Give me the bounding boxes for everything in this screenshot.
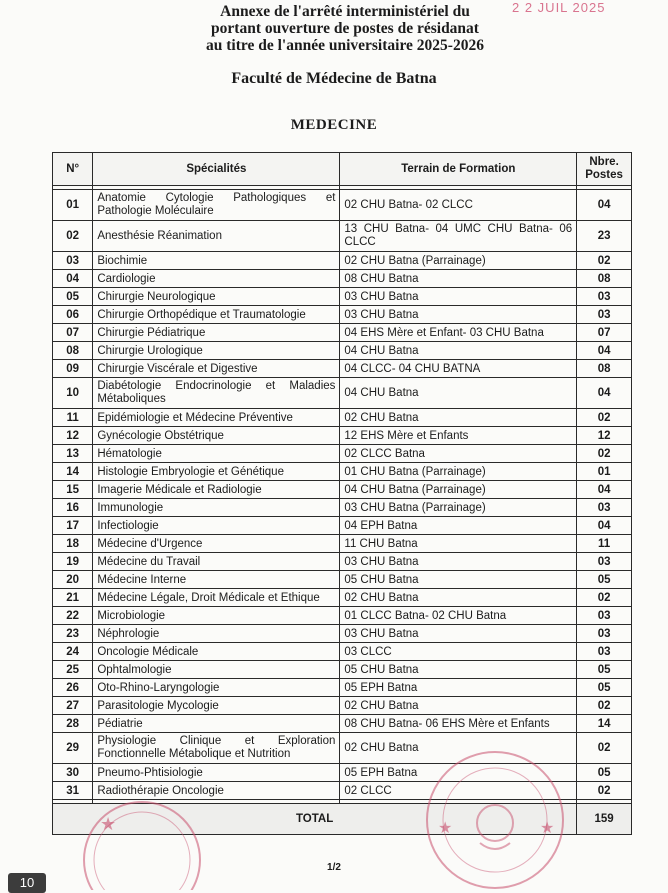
row-posts: 08 (577, 360, 632, 378)
row-specialty: Médecine Légale, Droit Médicale et Ethique (93, 589, 340, 607)
row-posts: 04 (577, 342, 632, 360)
image-counter-badge: 10 (8, 873, 46, 893)
row-number: 02 (53, 221, 93, 252)
table-row (53, 288, 632, 306)
row-specialty: Chirurgie Pédiatrique (93, 324, 340, 342)
table-row (53, 697, 632, 715)
row-number: 19 (53, 553, 93, 571)
table-row (53, 589, 632, 607)
row-number: 16 (53, 499, 93, 517)
row-specialty: Chirurgie Viscérale et Digestive (93, 360, 340, 378)
row-terrain: 03 CHU Batna (340, 553, 577, 571)
table-row (53, 571, 632, 589)
table-row (53, 252, 632, 270)
row-specialty: Gynécologie Obstétrique (93, 427, 340, 445)
row-terrain: 04 CHU Batna (340, 342, 577, 360)
header-line-1: Annexe de l'arrêté interministériel du (220, 3, 470, 20)
row-number: 29 (53, 733, 93, 764)
svg-text:★: ★ (100, 814, 117, 835)
row-specialty: Chirurgie Urologique (93, 342, 340, 360)
row-posts: 02 (577, 589, 632, 607)
row-posts: 02 (577, 409, 632, 427)
row-terrain: 04 CLCC- 04 CHU BATNA (340, 360, 577, 378)
row-number: 17 (53, 517, 93, 535)
row-posts: 02 (577, 445, 632, 463)
row-number: 05 (53, 288, 93, 306)
row-posts: 02 (577, 782, 632, 800)
row-posts: 02 (577, 252, 632, 270)
row-terrain: 02 CHU Batna (340, 697, 577, 715)
row-terrain: 04 EHS Mère et Enfant- 03 CHU Batna (340, 324, 577, 342)
table-row (53, 661, 632, 679)
row-posts: 04 (577, 190, 632, 221)
table-row (53, 463, 632, 481)
table-row (53, 378, 632, 409)
row-specialty: Pédiatrie (93, 715, 340, 733)
row-number: 04 (53, 270, 93, 288)
row-posts: 05 (577, 661, 632, 679)
total-row (53, 804, 632, 835)
row-number: 24 (53, 643, 93, 661)
table-row (53, 679, 632, 697)
row-number: 26 (53, 679, 93, 697)
row-specialty: Infectiologie (93, 517, 340, 535)
table-row (53, 499, 632, 517)
row-specialty: Histologie Embryologie et Génétique (93, 463, 340, 481)
table-row (53, 427, 632, 445)
row-specialty: Ophtalmologie (93, 661, 340, 679)
table-body (53, 186, 632, 800)
col-header-num: N° (53, 153, 93, 186)
row-number: 18 (53, 535, 93, 553)
date-stamp: 2 2 JUIL 2025 (512, 0, 606, 15)
row-terrain: 03 CHU Batna (340, 625, 577, 643)
row-specialty: Immunologie (93, 499, 340, 517)
row-posts: 14 (577, 715, 632, 733)
table-row (53, 553, 632, 571)
row-number: 03 (53, 252, 93, 270)
row-posts: 02 (577, 697, 632, 715)
row-posts: 04 (577, 481, 632, 499)
table-row (53, 306, 632, 324)
total-label: TOTAL (53, 804, 577, 835)
table-row (53, 409, 632, 427)
row-terrain: 04 CHU Batna (Parrainage) (340, 481, 577, 499)
row-posts: 03 (577, 288, 632, 306)
row-number: 22 (53, 607, 93, 625)
row-terrain: 05 CHU Batna (340, 571, 577, 589)
posts-table (52, 152, 632, 835)
table-row (53, 360, 632, 378)
row-posts: 03 (577, 306, 632, 324)
row-number: 28 (53, 715, 93, 733)
row-posts: 03 (577, 499, 632, 517)
row-terrain: 05 CHU Batna (340, 661, 577, 679)
col-header-nbre (577, 153, 632, 186)
row-posts: 03 (577, 643, 632, 661)
row-specialty: Médecine d'Urgence (93, 535, 340, 553)
row-posts: 23 (577, 221, 632, 252)
row-specialty: Oto-Rhino-Laryngologie (93, 679, 340, 697)
row-terrain: 02 CHU Batna- 02 CLCC (340, 190, 577, 221)
row-specialty: Hématologie (93, 445, 340, 463)
row-number: 10 (53, 378, 93, 409)
row-terrain: 05 EPH Batna (340, 679, 577, 697)
row-specialty: Cardiologie (93, 270, 340, 288)
row-posts: 05 (577, 679, 632, 697)
table-row (53, 221, 632, 252)
table-header-row (53, 153, 632, 186)
col-header-spec: Spécialités (93, 153, 340, 186)
row-terrain: 03 CHU Batna (Parrainage) (340, 499, 577, 517)
row-terrain: 02 CHU Batna (Parrainage) (340, 252, 577, 270)
row-posts: 05 (577, 764, 632, 782)
row-posts: 04 (577, 378, 632, 409)
row-posts: 05 (577, 571, 632, 589)
svg-text:★: ★ (540, 818, 555, 837)
row-terrain: 12 EHS Mère et Enfants (340, 427, 577, 445)
table-row (53, 445, 632, 463)
col-header-nbre-line2: Postes (585, 169, 623, 181)
svg-text:★: ★ (438, 818, 453, 837)
row-number: 23 (53, 625, 93, 643)
row-number: 20 (53, 571, 93, 589)
row-terrain: 08 CHU Batna- 06 EHS Mère et Enfants (340, 715, 577, 733)
row-number: 08 (53, 342, 93, 360)
row-number: 13 (53, 445, 93, 463)
row-terrain: 02 CLCC Batna (340, 445, 577, 463)
row-specialty: Epidémiologie et Médecine Préventive (93, 409, 340, 427)
row-specialty: Néphrologie (93, 625, 340, 643)
row-specialty: Médecine du Travail (93, 553, 340, 571)
row-posts: 11 (577, 535, 632, 553)
row-specialty: Diabétologie Endocrinologie et Maladies Métaboliques (93, 378, 340, 409)
row-terrain: 01 CLCC Batna- 02 CHU Batna (340, 607, 577, 625)
table-row (53, 481, 632, 499)
page-number: 1/2 (327, 862, 341, 873)
section-title: MEDECINE (290, 117, 378, 133)
table-row (53, 535, 632, 553)
row-terrain: 03 CLCC (340, 643, 577, 661)
row-specialty: Parasitologie Mycologie (93, 697, 340, 715)
row-terrain: 13 CHU Batna- 04 UMC CHU Batna- 06 CLCC (340, 221, 577, 252)
row-number: 07 (53, 324, 93, 342)
table-row (53, 625, 632, 643)
row-terrain: 02 CLCC (340, 782, 577, 800)
row-terrain: 02 CHU Batna (340, 733, 577, 764)
table-row (53, 342, 632, 360)
row-specialty: Oncologie Médicale (93, 643, 340, 661)
row-specialty: Imagerie Médicale et Radiologie (93, 481, 340, 499)
table-row (53, 190, 632, 221)
table-row (53, 324, 632, 342)
faculty-title: Faculté de Médecine de Batna (231, 70, 437, 87)
row-number: 01 (53, 190, 93, 221)
row-posts: 03 (577, 553, 632, 571)
row-posts: 03 (577, 607, 632, 625)
row-specialty: Chirurgie Orthopédique et Traumatologie (93, 306, 340, 324)
row-specialty: Pneumo-Phtisiologie (93, 764, 340, 782)
row-specialty: Radiothérapie Oncologie (93, 782, 340, 800)
header-line-3: au titre de l'année universitaire 2025-2026 (206, 37, 484, 54)
header-line-2: portant ouverture de postes de résidanat (211, 20, 479, 37)
col-header-nbre-line1: Nbre. (589, 156, 619, 168)
row-number: 06 (53, 306, 93, 324)
row-number: 11 (53, 409, 93, 427)
table-row (53, 643, 632, 661)
table-row (53, 715, 632, 733)
row-number: 09 (53, 360, 93, 378)
col-header-terrain: Terrain de Formation (340, 153, 577, 186)
row-number: 25 (53, 661, 93, 679)
row-posts: 08 (577, 270, 632, 288)
row-posts: 07 (577, 324, 632, 342)
row-number: 15 (53, 481, 93, 499)
row-number: 12 (53, 427, 93, 445)
table-row (53, 764, 632, 782)
row-specialty: Médecine Interne (93, 571, 340, 589)
row-number: 21 (53, 589, 93, 607)
row-number: 30 (53, 764, 93, 782)
row-terrain: 05 EPH Batna (340, 764, 577, 782)
row-number: 14 (53, 463, 93, 481)
row-terrain: 01 CHU Batna (Parrainage) (340, 463, 577, 481)
table-row (53, 733, 632, 764)
row-specialty: Anesthésie Réanimation (93, 221, 340, 252)
row-terrain: 11 CHU Batna (340, 535, 577, 553)
row-posts: 02 (577, 733, 632, 764)
total-value: 159 (577, 804, 632, 835)
table-row (53, 270, 632, 288)
row-specialty: Physiologie Clinique et Exploration Fonctionnelle Métabolique et Nutrition (93, 733, 340, 764)
row-specialty: Microbiologie (93, 607, 340, 625)
row-terrain: 02 CHU Batna (340, 589, 577, 607)
row-specialty: Biochimie (93, 252, 340, 270)
row-number: 27 (53, 697, 93, 715)
row-terrain: 08 CHU Batna (340, 270, 577, 288)
row-terrain: 02 CHU Batna (340, 409, 577, 427)
row-posts: 12 (577, 427, 632, 445)
table-row (53, 782, 632, 800)
row-specialty: Chirurgie Neurologique (93, 288, 340, 306)
row-terrain: 03 CHU Batna (340, 306, 577, 324)
row-terrain: 04 CHU Batna (340, 378, 577, 409)
row-posts: 04 (577, 517, 632, 535)
table-row (53, 517, 632, 535)
row-specialty: Anatomie Cytologie Pathologiques et Pathologie Moléculaire (93, 190, 340, 221)
row-posts: 01 (577, 463, 632, 481)
table-row (53, 607, 632, 625)
row-number: 31 (53, 782, 93, 800)
row-terrain: 04 EPH Batna (340, 517, 577, 535)
row-posts: 03 (577, 625, 632, 643)
row-terrain: 03 CHU Batna (340, 288, 577, 306)
